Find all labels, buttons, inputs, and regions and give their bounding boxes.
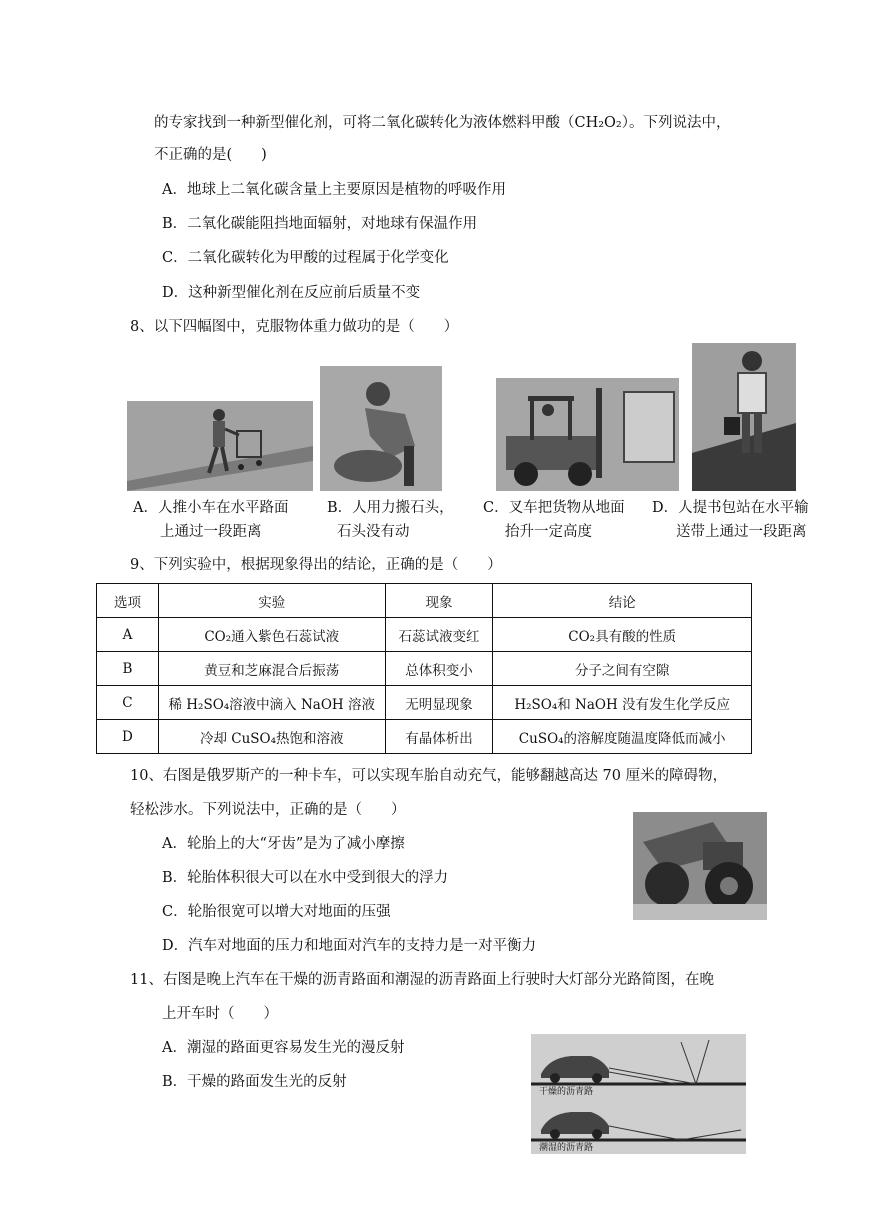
q11-stem-line2: 上开车时（ ） xyxy=(162,1006,278,1022)
table-cell: A xyxy=(97,618,159,652)
q7-option-a: A．地球上二氧化碳含量上主要原因是植物的呼吸作用 xyxy=(162,182,506,198)
q8-image-a-push-cart xyxy=(127,401,313,491)
q8-caption-a-line2: 上通过一段距离 xyxy=(160,524,262,540)
q8-caption-d-line2: 送带上通过一段距离 xyxy=(676,524,807,540)
table-header-cell: 实验 xyxy=(158,584,385,618)
table-cell: 石蕊试液变红 xyxy=(385,618,493,652)
q11-option-a: A．潮湿的路面更容易发生光的漫反射 xyxy=(162,1040,405,1056)
table-cell: 稀 H₂SO₄溶液中滴入 NaOH 溶液 xyxy=(158,686,385,720)
q8-caption-d-line1: D．人提书包站在水平输 xyxy=(652,500,809,516)
q10-stem-line1: 10、右图是俄罗斯产的一种卡车，可以实现车胎自动充气，能够翻越高达 70 厘米的障碍物， xyxy=(130,768,728,784)
q11-stem-line1: 11、右图是晚上汽车在干燥的沥青路面和潮湿的沥青路面上行驶时大灯部分光路简图，在晚 xyxy=(130,972,714,988)
q9-experiment-table xyxy=(96,583,752,754)
q11-light-path-figure xyxy=(531,1034,746,1154)
q10-option-a: A．轮胎上的大“牙齿”是为了减小摩擦 xyxy=(162,836,405,852)
q7-option-c: C．二氧化碳转化为甲酸的过程属于化学变化 xyxy=(162,250,449,266)
table-cell: 总体积变小 xyxy=(385,652,493,686)
q7-option-b: B．二氧化碳能阻挡地面辐射，对地球有保温作用 xyxy=(162,216,478,232)
q10-option-b: B．轮胎体积很大可以在水中受到很大的浮力 xyxy=(162,870,449,886)
table-header-cell: 选项 xyxy=(97,584,159,618)
table-cell: 冷却 CuSO₄热饱和溶液 xyxy=(158,720,385,754)
table-cell: D xyxy=(97,720,159,754)
table-cell: 黄豆和芝麻混合后振荡 xyxy=(158,652,385,686)
table-row xyxy=(97,618,752,652)
q9-stem: 9、下列实验中，根据现象得出的结论，正确的是（ ） xyxy=(130,557,502,573)
table-cell: CO₂具有酸的性质 xyxy=(493,618,752,652)
q8-caption-c-line2: 抬升一定高度 xyxy=(505,524,592,540)
q8-image-d-conveyor xyxy=(692,343,796,491)
table-header-cell: 结论 xyxy=(493,584,752,618)
table-cell: B xyxy=(97,652,159,686)
q7-stem-line1: 的专家找到一种新型催化剂，可将二氧化碳转化为液体燃料甲酸（CH₂O₂）。下列说法中， xyxy=(154,115,731,131)
q8-caption-a-line1: A．人推小车在水平路面 xyxy=(133,500,289,516)
table-row xyxy=(97,720,752,754)
table-cell: CO₂通入紫色石蕊试液 xyxy=(158,618,385,652)
q8-image-b-lift-rock xyxy=(320,366,442,491)
table-cell: 有晶体析出 xyxy=(385,720,493,754)
q7-stem-line2: 不正确的是( ) xyxy=(154,147,267,163)
q10-option-d: D．汽车对地面的压力和地面对汽车的支持力是一对平衡力 xyxy=(162,938,537,954)
q11-figure-label-dry: 干燥的沥青路 xyxy=(539,1087,594,1097)
table-row xyxy=(97,652,752,686)
table-cell: 无明显现象 xyxy=(385,686,493,720)
q10-truck-image xyxy=(633,812,767,920)
q10-option-c: C．轮胎很宽可以增大对地面的压强 xyxy=(162,904,391,920)
table-row xyxy=(97,686,752,720)
table-cell: 分子之间有空隙 xyxy=(493,652,752,686)
q8-caption-b-line2: 石头没有动 xyxy=(337,524,410,540)
q11-figure-label-wet: 潮湿的沥青路 xyxy=(539,1143,594,1153)
q7-option-d: D．这种新型催化剂在反应前后质量不变 xyxy=(162,285,421,301)
q11-option-b: B．干燥的路面发生光的反射 xyxy=(162,1074,347,1090)
q10-stem-line2: 轻松涉水。下列说法中，正确的是（ ） xyxy=(130,802,406,818)
table-header-row xyxy=(97,584,752,618)
table-cell: C xyxy=(97,686,159,720)
table-cell: CuSO₄的溶解度随温度降低而减小 xyxy=(493,720,752,754)
q8-stem: 8、以下四幅图中，克服物体重力做功的是（ ） xyxy=(130,319,459,335)
table-cell: H₂SO₄和 NaOH 没有发生化学反应 xyxy=(493,686,752,720)
q8-caption-c-line1: C．叉车把货物从地面 xyxy=(483,500,625,516)
q8-image-c-forklift xyxy=(496,378,679,491)
table-header-cell: 现象 xyxy=(385,584,493,618)
q8-caption-b-line1: B．人用力搬石头， xyxy=(327,500,454,516)
